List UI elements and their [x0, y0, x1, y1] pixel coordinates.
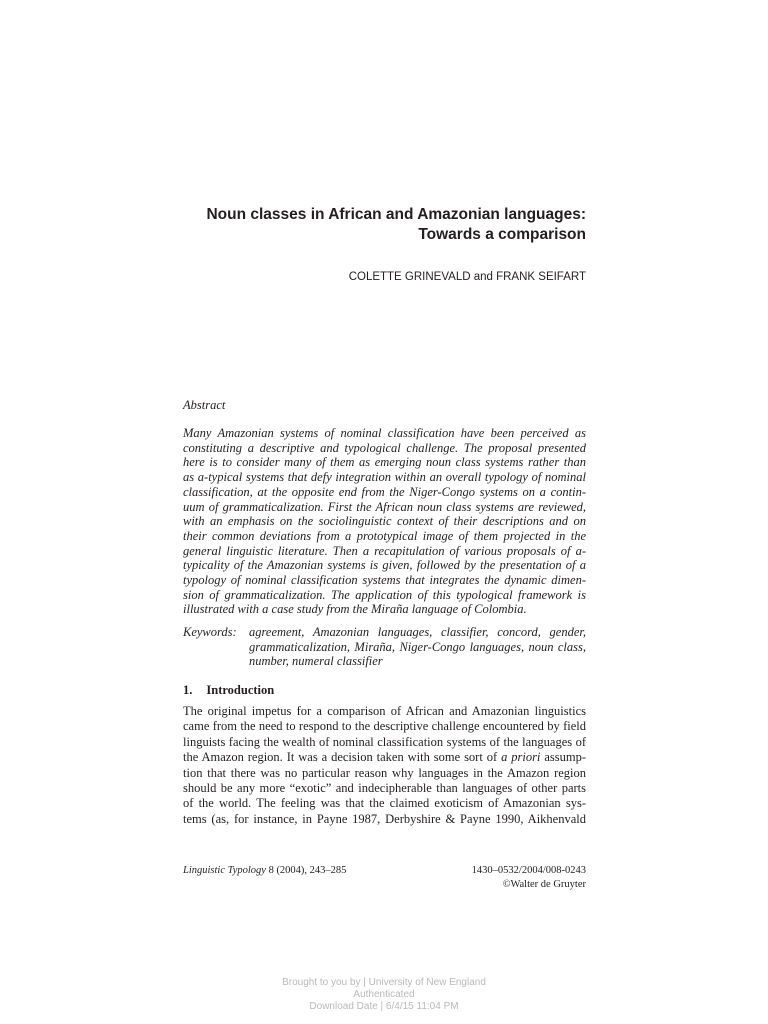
body-text: the Amazon region. It was a decision taken with some sort of — [183, 750, 502, 765]
keywords-line: number, numeral classifier — [249, 654, 383, 669]
publisher-name: Walter de Gruyter — [510, 879, 586, 890]
copyright-line — [472, 878, 586, 892]
abstract-line: with an emphasis on the sociolinguistic context of their descriptions and on — [183, 514, 586, 529]
keywords-label: Keywords: — [183, 625, 237, 639]
watermark-line-3: Download Date | 6/4/15 11:04 PM — [309, 1001, 459, 1012]
abstract-line: general linguistic literature. Then a recapitulation of various proposals of a- — [183, 543, 586, 558]
body-line — [183, 750, 586, 765]
body-line: The original impetus for a comparison of African and Amazonian linguistics — [183, 704, 586, 718]
body-line: came from the need to respond to the descriptive challenge encountered by field — [183, 719, 586, 734]
abstract-line: as a-typical systems that defy integration within an overall typology of nominal — [183, 470, 586, 485]
copyright-icon: © — [502, 879, 511, 890]
body-line: should be any more “exotic” and indecipherable than languages of other parts — [183, 781, 586, 796]
keywords-list — [249, 625, 586, 669]
watermark-line-1: Brought to you by | University of New England — [282, 977, 486, 988]
abstract-line: their common deviations from a prototypical image of them projected in the — [183, 528, 586, 543]
author-names: COLETTE GRINEVALD and FRANK SEIFART — [348, 271, 586, 283]
abstract-line: typicality of the Amazonian systems is given, followed by the presentation of a — [183, 558, 586, 573]
abstract-body — [183, 426, 586, 617]
body-text: assump- — [540, 750, 586, 765]
keywords-line: agreement, Amazonian languages, classifier, concord, gender, — [249, 625, 586, 639]
publisher-info — [472, 864, 586, 892]
body-line: linguists facing the wealth of nominal classification systems of the languages of — [183, 734, 586, 749]
abstract-line: constituting a descriptive and typological challenge. The proposal presented — [183, 440, 586, 455]
body-line: of the world. The feeling was that the claimed exoticism of Amazonian sys- — [183, 796, 586, 811]
volume-pages: 8 (2004), 243–285 — [265, 865, 347, 876]
abstract-line: illustrated with a case study from the Miraña language of Colombia. — [183, 602, 527, 617]
body-line: tion that there was no particular reason why languages in the Amazon region — [183, 765, 586, 780]
abstract-line: classification, at the opposite end from the Niger-Congo systems on a contin- — [183, 484, 586, 499]
journal-citation — [183, 864, 346, 878]
issn-code: 1430–0532/2004/008-0243 — [471, 865, 586, 876]
access-watermark — [0, 977, 768, 1013]
watermark-line-2: Authenticated — [353, 989, 415, 1000]
body-line: tems (as, for instance, in Payne 1987, Derbyshire & Payne 1990, Aikhenvald — [183, 811, 586, 826]
title-line-2: Towards a comparison — [418, 226, 586, 243]
article-title — [183, 205, 586, 245]
abstract-heading: Abstract — [183, 398, 226, 412]
section-heading — [183, 682, 274, 698]
keywords-line: grammaticalization, Miraña, Niger-Congo languages, noun class, — [249, 639, 586, 654]
abstract-line: uum of grammaticalization. First the African noun class systems are reviewed, — [183, 499, 586, 514]
abstract-line: Many Amazonian systems of nominal classification have been perceived as — [183, 426, 586, 440]
section-title: Introduction — [206, 683, 275, 697]
emphasis-text: a priori — [501, 750, 541, 765]
journal-name: Linguistic Typology — [183, 865, 266, 876]
abstract-line: typology of nominal classification systems that integrates the dynamic dimen- — [183, 573, 586, 588]
introduction-body — [183, 704, 586, 827]
abstract-line: sion of grammaticalization. The application of this typological framework is — [183, 587, 586, 602]
abstract-line: here is to consider many of them as emerging noun class systems rather than — [183, 455, 586, 470]
title-line-1: Noun classes in African and Amazonian languages: — [206, 206, 586, 223]
section-number: 1. — [183, 683, 193, 697]
